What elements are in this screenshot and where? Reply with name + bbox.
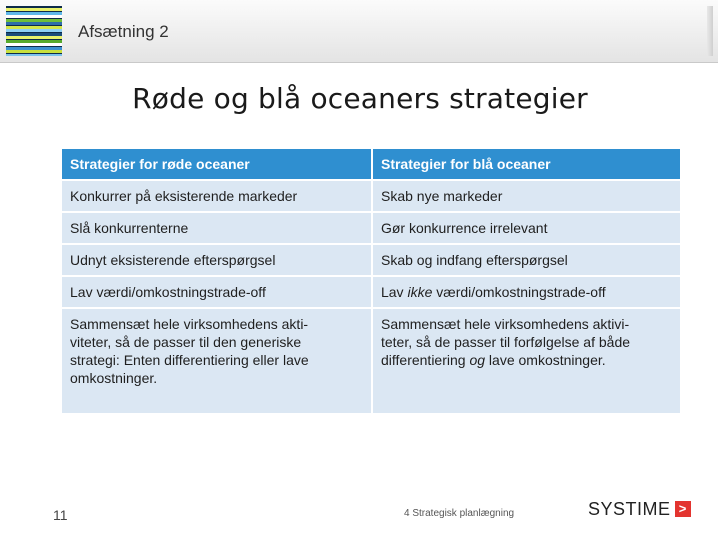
cell-text-italic: ikke bbox=[407, 284, 433, 300]
page-number: 11 bbox=[53, 507, 68, 523]
table-cell bbox=[373, 277, 680, 307]
cell-line: omkostninger. bbox=[70, 370, 158, 386]
header-edge-decoration bbox=[707, 6, 713, 56]
header-stripes-logo bbox=[6, 6, 62, 56]
cell-line: Sammensæt hele virksomhedens akti- bbox=[70, 316, 309, 332]
table-header-row bbox=[62, 149, 680, 179]
table-row bbox=[62, 181, 680, 211]
table-cell: Gør konkurrence irrelevant bbox=[373, 213, 680, 243]
table-row bbox=[62, 277, 680, 307]
table-row bbox=[62, 309, 680, 413]
table-cell: Lav værdi/omkostningstrade-off bbox=[62, 277, 371, 307]
strategy-table bbox=[60, 147, 682, 415]
slide-header bbox=[0, 0, 718, 63]
table-cell bbox=[62, 309, 371, 413]
systime-logo bbox=[588, 498, 691, 520]
table-cell: Skab og indfang efterspørgsel bbox=[373, 245, 680, 275]
cell-line: Sammensæt hele virksomhedens aktivi- bbox=[380, 316, 630, 332]
table-cell: Slå konkurrenterne bbox=[62, 213, 371, 243]
table-cell: Skab nye markeder bbox=[373, 181, 680, 211]
header-blue-oceans: Strategier for blå oceaner bbox=[373, 149, 680, 179]
footer-chapter: 4 Strategisk planlægning bbox=[404, 508, 515, 519]
cell-line: lave omkostninger. bbox=[485, 352, 606, 368]
cell-line: strategi: Enten differentiering eller lave bbox=[70, 352, 309, 368]
table-cell bbox=[373, 309, 680, 413]
table-cell: Udnyt eksisterende efterspørgsel bbox=[62, 245, 371, 275]
logo-text: SYSTIME bbox=[588, 498, 671, 519]
cell-line: differentiering bbox=[380, 352, 470, 368]
table-row bbox=[62, 245, 680, 275]
header-title: Afsætning 2 bbox=[78, 22, 169, 41]
table-row bbox=[62, 213, 680, 243]
cell-text-italic: og bbox=[469, 352, 486, 368]
header-red-oceans: Strategier for røde oceaner bbox=[62, 149, 371, 179]
logo-arrow-icon: > bbox=[675, 501, 691, 517]
table-cell: Konkurrer på eksisterende markeder bbox=[62, 181, 371, 211]
cell-text: værdi/omkostningstrade-off bbox=[432, 284, 606, 300]
cell-text: Lav bbox=[380, 284, 408, 300]
cell-line: teter, så de passer til forfølgelse af både bbox=[380, 334, 631, 350]
header-stripe bbox=[6, 54, 62, 57]
cell-line: viteter, så de passer til den generiske bbox=[70, 334, 302, 350]
slide-title: Røde og blå oceaners strategier bbox=[132, 82, 588, 115]
